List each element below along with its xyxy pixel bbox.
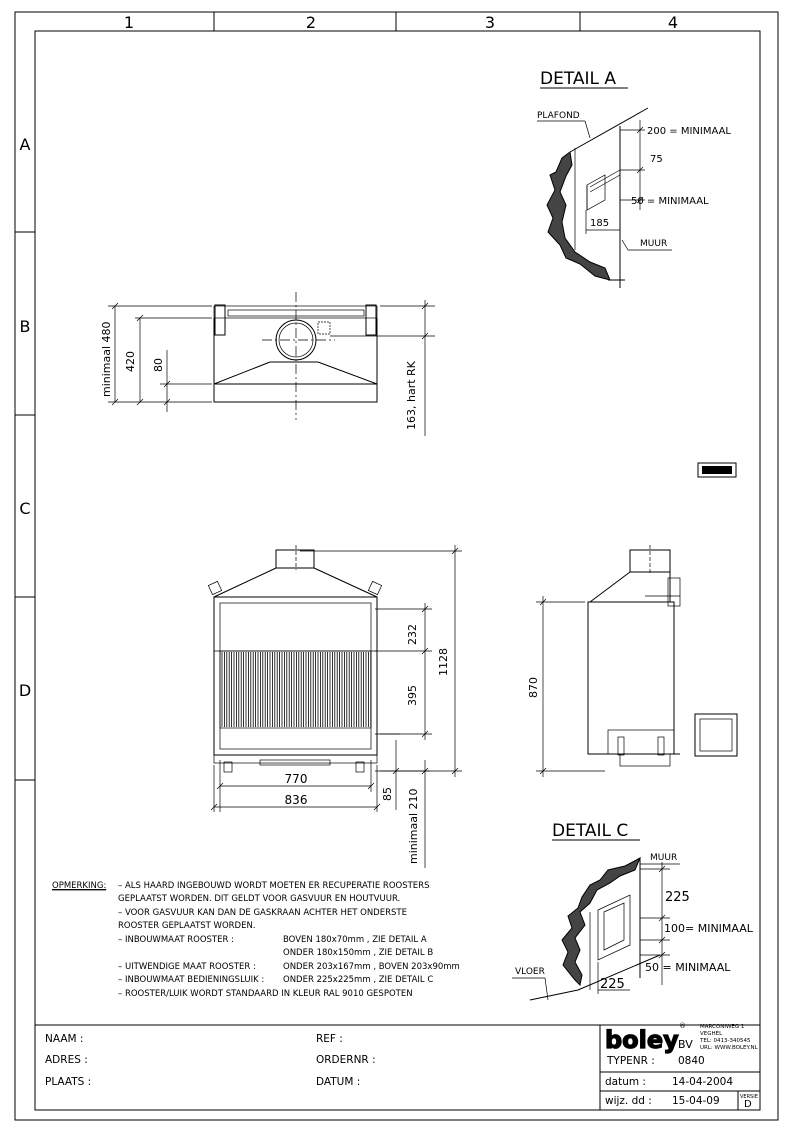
side-dim-870: 870 — [527, 677, 540, 698]
column-label-4: 4 — [667, 13, 679, 32]
title-block — [35, 1022, 760, 1110]
front-glass-hatch-lines — [222, 652, 371, 727]
detail-c-title: DETAIL C — [552, 821, 629, 841]
detail-a-title: DETAIL A — [540, 69, 617, 89]
address-line-3: TEL: 0413-340545 — [700, 1038, 751, 1044]
front-dim-232: 232 — [406, 624, 419, 645]
address-line-1: MARCONIWEG 1 — [700, 1024, 745, 1030]
wijz-value: 15-04-09 — [672, 1095, 720, 1107]
vloer-label: VLOER — [515, 967, 545, 977]
detail-c-wall-section — [562, 858, 640, 985]
adres-label: ADRES : — [45, 1054, 88, 1066]
ordernr-label: ORDERNR : — [316, 1054, 376, 1066]
note-line-1: – ALS HAARD INGEBOUWD WORDT MOETEN ER RECUPERATIE ROOSTERS — [118, 881, 430, 891]
detail-a — [537, 69, 731, 288]
plaats-label: PLAATS : — [45, 1076, 92, 1088]
front-dim-1128: 1128 — [437, 648, 450, 676]
typenr-value: 0840 — [678, 1055, 705, 1067]
plafond-label: PLAFOND — [537, 111, 580, 121]
typenr-label: TYPENR : — [607, 1055, 655, 1067]
registered-mark: ® — [679, 1022, 686, 1030]
boley-logo: boley — [605, 1026, 679, 1054]
wijz-label: wijz. dd : — [605, 1095, 652, 1107]
logo-bv: BV — [678, 1038, 693, 1051]
detail-a-dim-185: 185 — [590, 218, 610, 229]
top-view-dim-163: 163, hart RK — [405, 361, 418, 430]
note-line-7: – UITWENDIGE MAAT ROOSTER : — [118, 962, 256, 972]
datum-value: 14-04-2004 — [672, 1076, 734, 1088]
top-view-dim-80: 80 — [152, 358, 165, 372]
note-line-2: GEPLAATST WORDEN. DIT GELDT VOOR GASVUUR EN HOUTVUUR. — [118, 894, 401, 904]
datum-label: datum : — [605, 1076, 646, 1088]
naam-label: NAAM : — [45, 1033, 84, 1045]
note-line-9: – ROOSTER/LUIK WORDT STANDAARD IN KLEUR RAL 9010 GESPOTEN — [118, 989, 413, 999]
front-view — [208, 545, 462, 868]
ref-label: REF : — [316, 1033, 343, 1045]
detail-a-wall-section — [547, 152, 610, 280]
address-line-4: URL: WWW.BOLEY.NL — [700, 1045, 758, 1051]
column-label-3: 3 — [484, 13, 496, 32]
detail-c — [512, 821, 754, 1000]
row-label-d: D — [18, 681, 32, 700]
datum-left-label: DATUM : — [316, 1076, 361, 1088]
row-label-c: C — [19, 499, 31, 518]
top-view-dim-minimaal-480: minimaal 480 — [100, 321, 113, 397]
detail-c-dim-100: 100= MINIMAAL — [664, 922, 753, 935]
notes-block — [52, 881, 460, 999]
column-label-2: 2 — [305, 13, 317, 32]
note-line-5: – INBOUWMAAT ROOSTER : — [118, 935, 234, 945]
access-panel-symbol — [695, 714, 737, 756]
top-view-dim-420: 420 — [124, 351, 137, 372]
detail-a-dim-200: 200 = MINIMAAL — [647, 126, 731, 137]
front-glass-hatching — [220, 651, 371, 728]
detail-a-dim-75: 75 — [650, 154, 663, 165]
note-line-8: – INBOUWMAAT BEDIENINGSLUIK : — [118, 975, 265, 985]
detail-a-muur-label: MUUR — [640, 239, 668, 249]
front-dim-85: 85 — [381, 787, 394, 801]
side-view — [527, 545, 737, 777]
spec-uitwendig: ONDER 203x167mm , BOVEN 203x90mm — [283, 962, 460, 972]
row-label-a: A — [19, 135, 31, 154]
front-dim-770: 770 — [284, 772, 308, 786]
row-label-b: B — [19, 317, 31, 336]
detail-c-dim-225-bottom: 225 — [600, 977, 625, 992]
detail-c-muur-label: MUUR — [650, 853, 678, 863]
column-label-1: 1 — [123, 13, 135, 32]
versie-label: VERSIE — [740, 1094, 758, 1100]
detail-c-dim-225-top: 225 — [665, 890, 690, 905]
detail-c-dim-50: 50 = MINIMAAL — [645, 961, 731, 974]
spec-boven: BOVEN 180x70mm , ZIE DETAIL A — [283, 935, 427, 945]
front-dim-minimaal-210: minimaal 210 — [407, 788, 420, 864]
top-view — [100, 292, 435, 436]
front-dim-836: 836 — [284, 793, 308, 807]
note-line-4: ROOSTER GEPLAATST WORDEN. — [118, 921, 256, 931]
versie-value: D — [744, 1099, 752, 1110]
detail-a-dim-50: 50 = MINIMAAL — [631, 196, 709, 207]
front-dim-395: 395 — [406, 685, 419, 706]
spec-bedieningsluik: ONDER 225x225mm , ZIE DETAIL C — [283, 975, 434, 985]
opmerking-label: OPMERKING: — [52, 881, 107, 891]
spec-onder: ONDER 180x150mm , ZIE DETAIL B — [283, 948, 434, 958]
note-line-3: – VOOR GASVUUR KAN DAN DE GASKRAAN ACHTER HET ONDERSTE — [118, 908, 407, 918]
address-line-2: VEGHEL — [700, 1031, 723, 1037]
